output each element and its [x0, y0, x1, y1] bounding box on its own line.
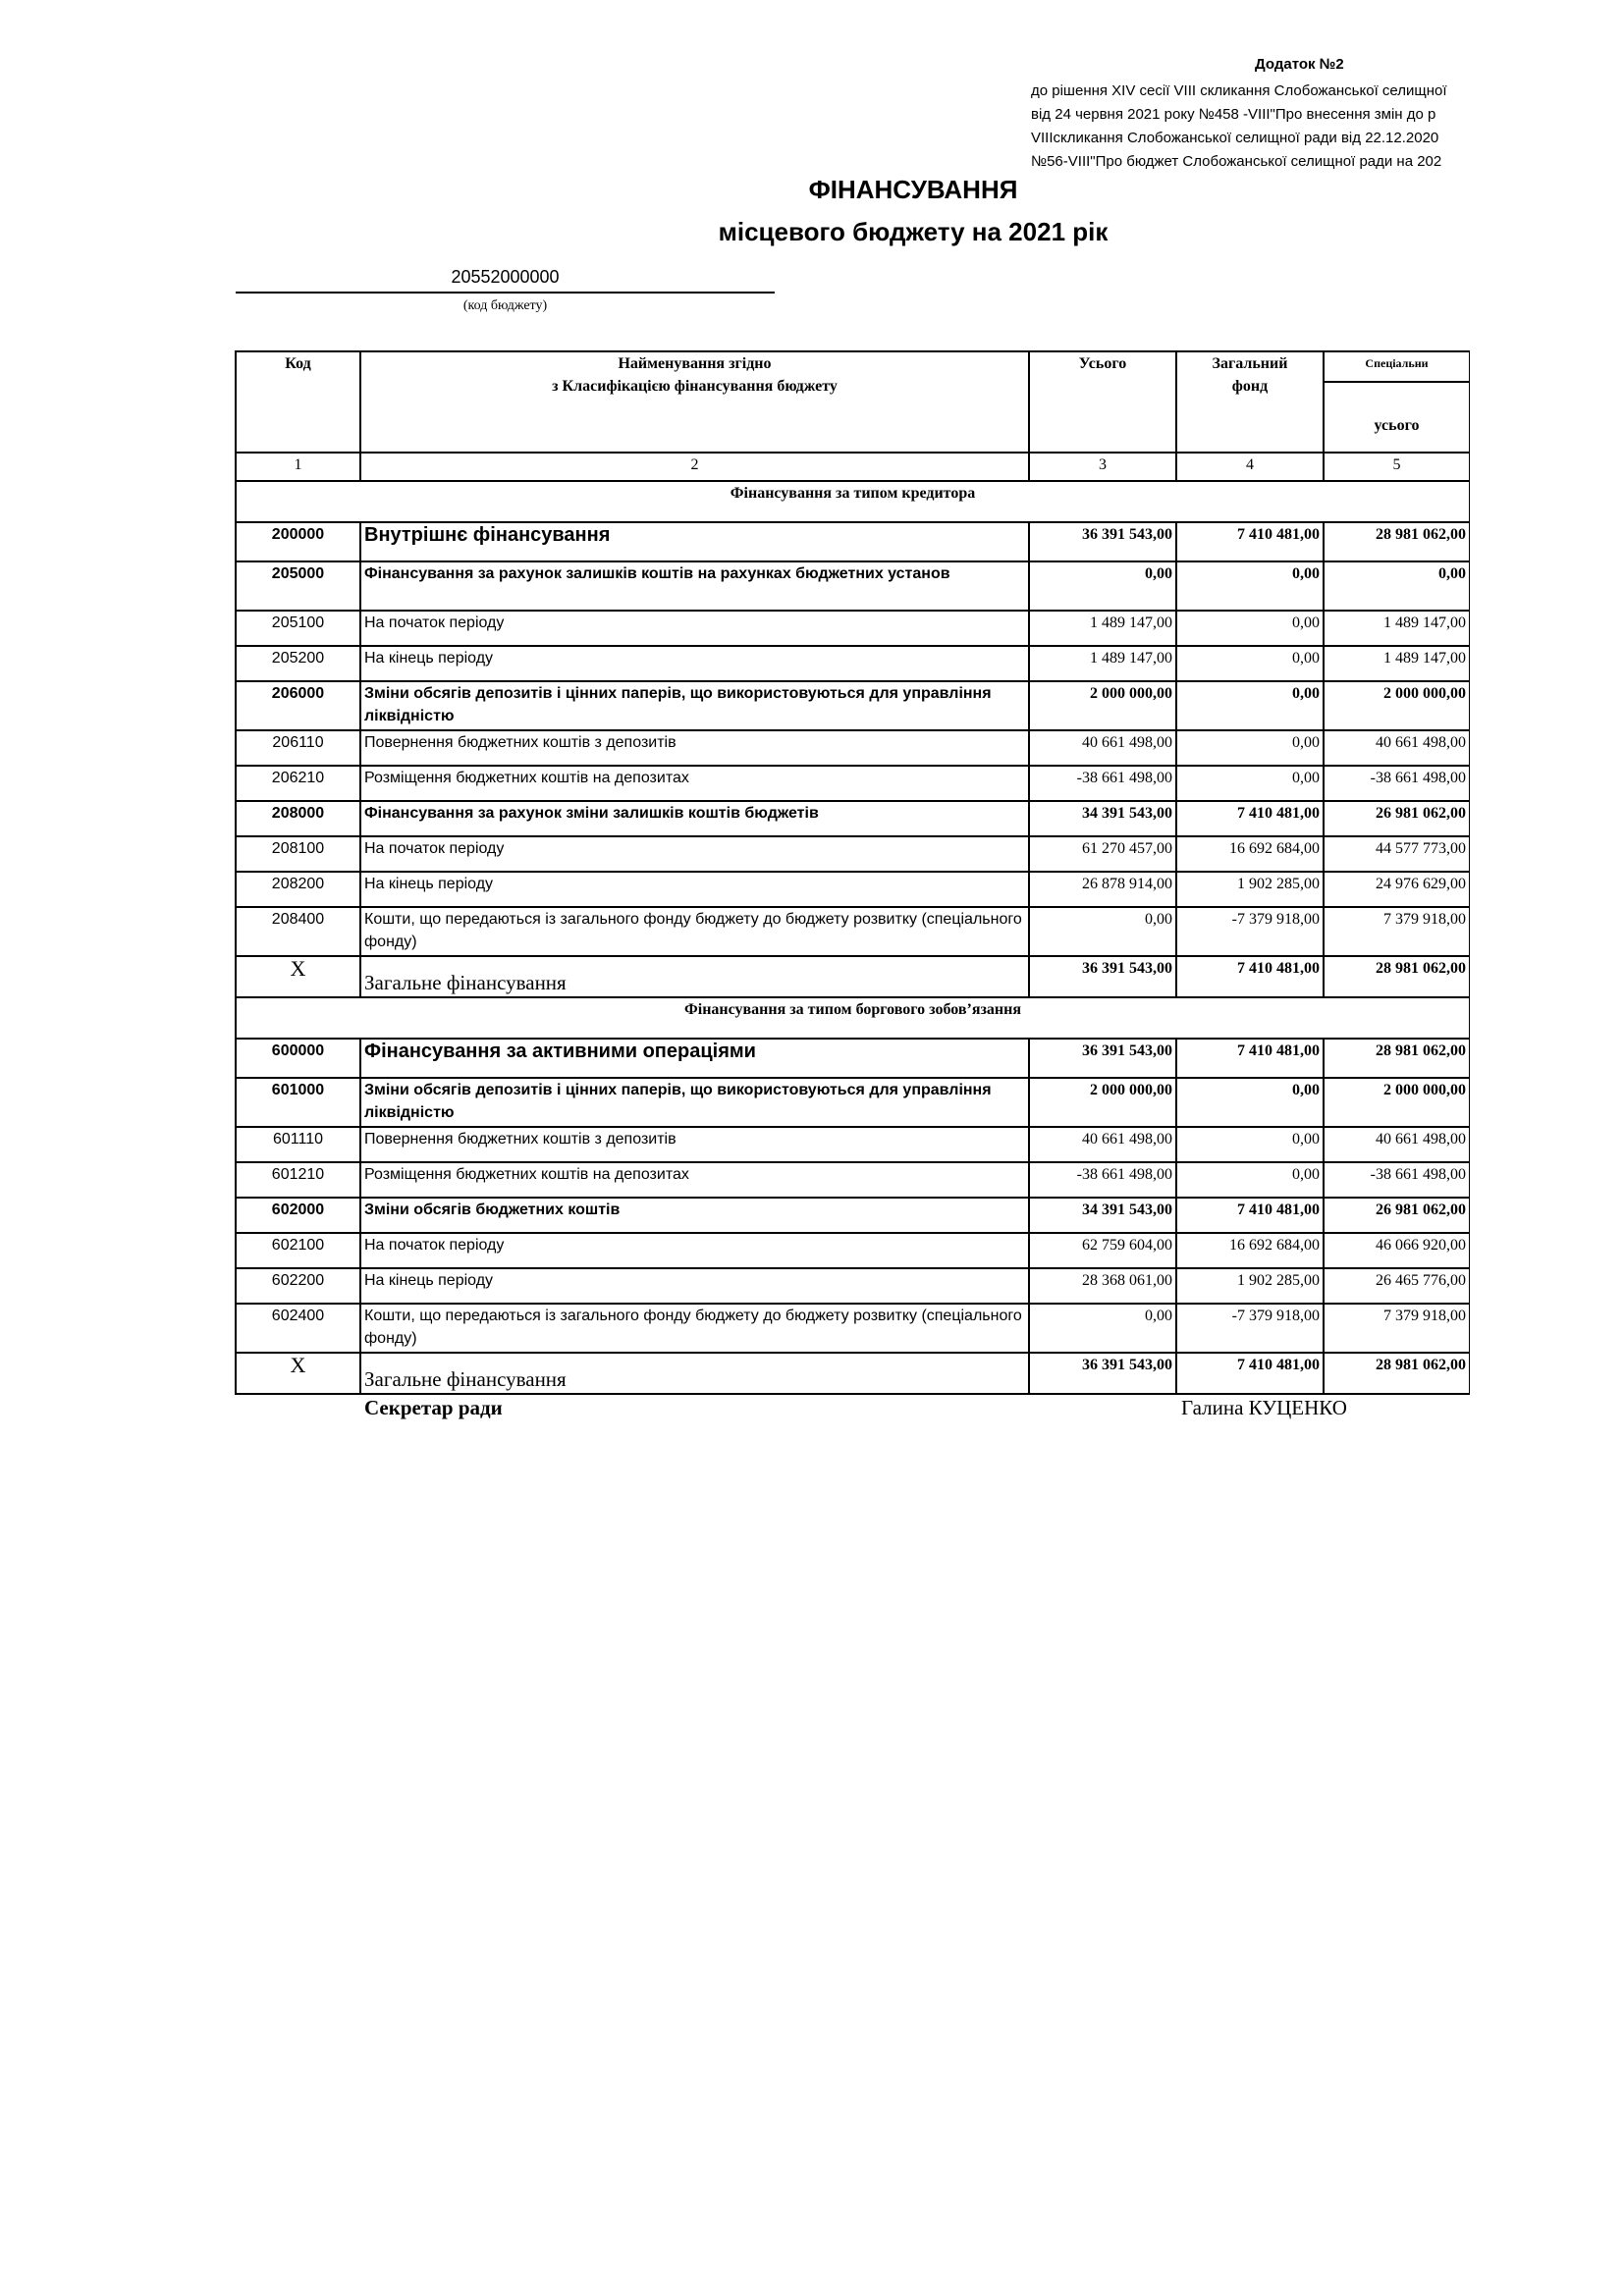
row-name: На кінець періоду	[360, 646, 1029, 681]
table-row	[236, 561, 1470, 611]
table-row	[236, 766, 1470, 801]
row-name: Фінансування за рахунок залишків коштів на рахунках бюджетних установ	[360, 561, 1029, 611]
row-total: 1 489 147,00	[1029, 611, 1176, 646]
row-total: 28 368 061,00	[1029, 1268, 1176, 1304]
row-total: 0,00	[1029, 561, 1176, 611]
table-row	[236, 522, 1470, 561]
column-number: 2	[360, 453, 1029, 481]
signature-name: Галина КУЦЕНКО	[1181, 1396, 1347, 1419]
table-row	[236, 1162, 1470, 1198]
col-header-code: Код	[236, 351, 360, 453]
row-special-fund: 26 981 062,00	[1324, 1198, 1470, 1233]
row-code: 601210	[236, 1162, 360, 1198]
row-general-fund: 0,00	[1176, 1162, 1324, 1198]
row-special-fund: 0,00	[1324, 561, 1470, 611]
row-code: 601110	[236, 1127, 360, 1162]
row-general-fund: 0,00	[1176, 561, 1324, 611]
row-name: На кінець періоду	[360, 1268, 1029, 1304]
section-header-row	[236, 997, 1470, 1039]
table-row	[236, 611, 1470, 646]
row-total: 0,00	[1029, 907, 1176, 956]
row-general-fund: 0,00	[1176, 646, 1324, 681]
section-header-row	[236, 481, 1470, 522]
table-row	[236, 836, 1470, 872]
column-number: 4	[1176, 453, 1324, 481]
row-special-fund: 40 661 498,00	[1324, 730, 1470, 766]
row-general-fund: 0,00	[1176, 1078, 1324, 1127]
row-special-fund: 7 379 918,00	[1324, 907, 1470, 956]
row-general-fund: 7 410 481,00	[1176, 956, 1324, 997]
table-row	[236, 730, 1470, 766]
row-special-fund: 1 489 147,00	[1324, 646, 1470, 681]
table-header-row	[236, 351, 1470, 382]
row-special-fund: 2 000 000,00	[1324, 681, 1470, 730]
table-row	[236, 1127, 1470, 1162]
col-header-name: Найменування згідно з Класифікацією фінансування бюджету	[360, 351, 1029, 453]
row-code: 206210	[236, 766, 360, 801]
row-total: 40 661 498,00	[1029, 730, 1176, 766]
document-title: ФІНАНСУВАННЯ	[808, 175, 1018, 204]
row-name: Внутрішнє фінансування	[360, 522, 1029, 561]
row-code: 205200	[236, 646, 360, 681]
row-general-fund: 16 692 684,00	[1176, 1233, 1324, 1268]
row-general-fund: 7 410 481,00	[1176, 522, 1324, 561]
row-name: Фінансування за рахунок зміни залишків коштів бюджетів	[360, 801, 1029, 836]
row-code: 200000	[236, 522, 360, 561]
row-total: 61 270 457,00	[1029, 836, 1176, 872]
table-row	[236, 1268, 1470, 1304]
row-total: -38 661 498,00	[1029, 766, 1176, 801]
row-code: 602000	[236, 1198, 360, 1233]
row-name: На початок періоду	[360, 611, 1029, 646]
table-row	[236, 872, 1470, 907]
row-general-fund: 1 902 285,00	[1176, 1268, 1324, 1304]
resolution-line: VIIIскликання Слобожанської селищної ради від 22.12.2020	[1031, 130, 1439, 146]
row-general-fund: 7 410 481,00	[1176, 801, 1324, 836]
row-special-fund: 26 981 062,00	[1324, 801, 1470, 836]
column-number: 1	[236, 453, 360, 481]
row-special-fund: 28 981 062,00	[1324, 1039, 1470, 1078]
row-total: -38 661 498,00	[1029, 1162, 1176, 1198]
financing-table-wrapper	[235, 350, 1470, 1396]
row-name: Розміщення бюджетних коштів на депозитах	[360, 1162, 1029, 1198]
row-name: Повернення бюджетних коштів з депозитів	[360, 730, 1029, 766]
row-total: 36 391 543,00	[1029, 1039, 1176, 1078]
row-special-fund: 28 981 062,00	[1324, 1353, 1470, 1394]
row-code: 601000	[236, 1078, 360, 1127]
row-name: Загальне фінансування	[360, 1353, 1029, 1394]
column-numbers-row	[236, 453, 1470, 481]
table-row	[236, 907, 1470, 956]
row-name: Зміни обсягів депозитів і цінних паперів, що використовуються для управління ліквідністю	[360, 681, 1029, 730]
row-total: 2 000 000,00	[1029, 681, 1176, 730]
table-row	[236, 1233, 1470, 1268]
row-code: 600000	[236, 1039, 360, 1078]
row-special-fund: 28 981 062,00	[1324, 956, 1470, 997]
col-header-special-fund: Спеціальни	[1324, 351, 1470, 382]
row-code: 602100	[236, 1233, 360, 1268]
resolution-line: до рішення XIV сесії VIII скликання Слобожанської селищної	[1031, 82, 1447, 99]
row-name: Повернення бюджетних коштів з депозитів	[360, 1127, 1029, 1162]
row-special-fund: 28 981 062,00	[1324, 522, 1470, 561]
row-general-fund: 7 410 481,00	[1176, 1353, 1324, 1394]
row-special-fund: 26 465 776,00	[1324, 1268, 1470, 1304]
table-row	[236, 1304, 1470, 1353]
row-total: 26 878 914,00	[1029, 872, 1176, 907]
row-special-fund: 40 661 498,00	[1324, 1127, 1470, 1162]
row-general-fund: 7 410 481,00	[1176, 1198, 1324, 1233]
budget-code-caption: (код бюджету)	[462, 298, 548, 313]
row-total: 34 391 543,00	[1029, 1198, 1176, 1233]
row-special-fund: -38 661 498,00	[1324, 766, 1470, 801]
row-general-fund: 0,00	[1176, 681, 1324, 730]
row-code: X	[236, 1353, 360, 1394]
row-code: 206110	[236, 730, 360, 766]
section-title: Фінансування за типом боргового зобов’язання	[236, 997, 1470, 1039]
row-general-fund: -7 379 918,00	[1176, 1304, 1324, 1353]
row-code: 602200	[236, 1268, 360, 1304]
table-row	[236, 1078, 1470, 1127]
row-general-fund: 16 692 684,00	[1176, 836, 1324, 872]
total-row	[236, 956, 1470, 997]
row-code: 208000	[236, 801, 360, 836]
row-name: Зміни обсягів бюджетних коштів	[360, 1198, 1029, 1233]
row-total: 0,00	[1029, 1304, 1176, 1353]
row-total: 34 391 543,00	[1029, 801, 1176, 836]
row-special-fund: -38 661 498,00	[1324, 1162, 1470, 1198]
row-special-fund: 44 577 773,00	[1324, 836, 1470, 872]
row-name: Загальне фінансування	[360, 956, 1029, 997]
table-row	[236, 1039, 1470, 1078]
budget-code: 20552000000	[451, 267, 560, 287]
row-total: 36 391 543,00	[1029, 956, 1176, 997]
row-special-fund: 2 000 000,00	[1324, 1078, 1470, 1127]
col-header-special-total: усього	[1324, 382, 1470, 453]
row-name: Фінансування за активними операціями	[360, 1039, 1029, 1078]
row-general-fund: -7 379 918,00	[1176, 907, 1324, 956]
table-row	[236, 681, 1470, 730]
row-name: Кошти, що передаються із загального фонду бюджету до бюджету розвитку (спеціального фонду)	[360, 1304, 1029, 1353]
table-row	[236, 801, 1470, 836]
row-code: 206000	[236, 681, 360, 730]
row-name: Зміни обсягів депозитів і цінних паперів, що використовуються для управління ліквідністю	[360, 1078, 1029, 1127]
row-code: 205100	[236, 611, 360, 646]
column-number: 5	[1324, 453, 1470, 481]
table-row	[236, 1198, 1470, 1233]
total-row	[236, 1353, 1470, 1394]
row-total: 36 391 543,00	[1029, 1353, 1176, 1394]
row-special-fund: 1 489 147,00	[1324, 611, 1470, 646]
table-row	[236, 646, 1470, 681]
row-general-fund: 1 902 285,00	[1176, 872, 1324, 907]
row-special-fund: 24 976 629,00	[1324, 872, 1470, 907]
row-code: 602400	[236, 1304, 360, 1353]
row-total: 2 000 000,00	[1029, 1078, 1176, 1127]
row-general-fund: 0,00	[1176, 766, 1324, 801]
addendum-title: Додаток №2	[1255, 56, 1344, 73]
document-subtitle: місцевого бюджету на 2021 рік	[718, 217, 1109, 246]
row-special-fund: 7 379 918,00	[1324, 1304, 1470, 1353]
row-special-fund: 46 066 920,00	[1324, 1233, 1470, 1268]
row-total: 1 489 147,00	[1029, 646, 1176, 681]
row-total: 40 661 498,00	[1029, 1127, 1176, 1162]
budget-code-underline	[236, 292, 775, 294]
row-general-fund: 0,00	[1176, 1127, 1324, 1162]
column-number: 3	[1029, 453, 1176, 481]
row-code: X	[236, 956, 360, 997]
row-code: 208100	[236, 836, 360, 872]
signature-position: Секретар ради	[364, 1396, 503, 1419]
row-name: На початок періоду	[360, 836, 1029, 872]
row-name: Розміщення бюджетних коштів на депозитах	[360, 766, 1029, 801]
section-title: Фінансування за типом кредитора	[236, 481, 1470, 522]
row-general-fund: 0,00	[1176, 730, 1324, 766]
row-general-fund: 0,00	[1176, 611, 1324, 646]
resolution-reference	[1031, 80, 1470, 174]
resolution-line: від 24 червня 2021 року №458 -VIII"Про внесення змін до р	[1031, 106, 1436, 123]
resolution-line: №56-VIII"Про бюджет Слобожанської селищної ради на 202	[1031, 153, 1442, 170]
row-total: 62 759 604,00	[1029, 1233, 1176, 1268]
row-total: 36 391 543,00	[1029, 522, 1176, 561]
row-general-fund: 7 410 481,00	[1176, 1039, 1324, 1078]
financing-table	[235, 350, 1470, 1395]
col-header-general-fund: Загальний фонд	[1176, 351, 1324, 453]
row-name: На початок періоду	[360, 1233, 1029, 1268]
row-code: 208400	[236, 907, 360, 956]
row-code: 205000	[236, 561, 360, 611]
row-code: 208200	[236, 872, 360, 907]
col-header-total: Усього	[1029, 351, 1176, 453]
row-name: На кінець періоду	[360, 872, 1029, 907]
row-name: Кошти, що передаються із загального фонду бюджету до бюджету розвитку (спеціального фонду)	[360, 907, 1029, 956]
